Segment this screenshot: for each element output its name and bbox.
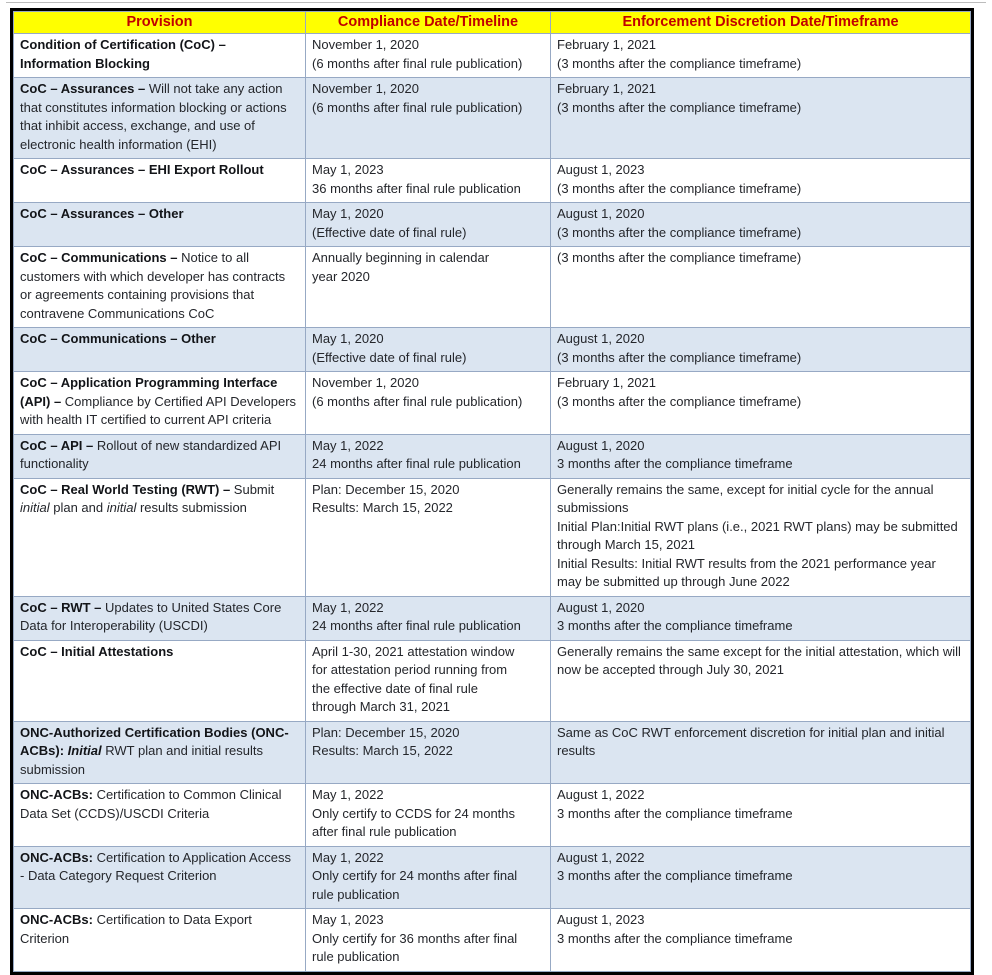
- provision-text-segment: Updates to United States Core Data for Interoperability (USCDI): [20, 599, 282, 633]
- compliance-cell: November 1, 2020 (6 months after final rule publication): [306, 78, 551, 159]
- provision-text-segment: CoC – Initial Attestations: [20, 643, 174, 659]
- enforcement-cell: February 1, 2021 (3 months after the compliance timeframe): [551, 372, 971, 435]
- table-row: [14, 640, 971, 721]
- provision-cell: [14, 596, 306, 640]
- provision-cell: [14, 721, 306, 784]
- provision-cell: [14, 846, 306, 909]
- table-row: [14, 203, 971, 247]
- table-frame: [10, 8, 974, 975]
- provision-text-segment: Certification to Data Export Criterion: [20, 912, 252, 946]
- provision-text-segment: CoC – Application Programming Interface (API) –: [20, 375, 278, 409]
- table-header: [14, 12, 971, 34]
- provision-text-segment: CoC – RWT –: [20, 599, 105, 615]
- table-row: [14, 159, 971, 203]
- provision-text-segment: Condition of Certification (CoC) – Information Blocking: [20, 37, 226, 71]
- table-row: [14, 372, 971, 435]
- provision-cell: [14, 909, 306, 972]
- table-row: [14, 78, 971, 159]
- compliance-cell: May 1, 2022 Only certify for 24 months after final rule publication: [306, 846, 551, 909]
- table-row: [14, 478, 971, 596]
- compliance-cell: November 1, 2020 (6 months after final rule publication): [306, 34, 551, 78]
- table-row: [14, 721, 971, 784]
- enforcement-cell: Generally remains the same, except for initial cycle for the annual submissions Initial Plan:Initial RWT plans (i.e., 2021 RWT plans) may be submitted through March 15, 2021 Initial Results: Initial RWT results from the 2021 performance year may be submitted up through June 2022: [551, 478, 971, 596]
- provision-text-segment: Certification to Application Access - Data Category Request Criterion: [20, 849, 291, 883]
- provision-cell: [14, 328, 306, 372]
- provision-text-segment: CoC – Communications – Other: [20, 331, 216, 346]
- compliance-cell: May 1, 2022 24 months after final rule publication: [306, 596, 551, 640]
- provision-text-segment: RWT plan and initial results submission: [20, 743, 263, 777]
- compliance-cell: April 1-30, 2021 attestation window for attestation period running from the effective date of final rule through March 31, 2021: [306, 640, 551, 721]
- compliance-cell: May 1, 2023 Only certify for 36 months after final rule publication: [306, 909, 551, 972]
- header-provision: Provision: [14, 12, 306, 34]
- table-row: [14, 596, 971, 640]
- provision-text-segment: Certification to Common Clinical Data Set (CCDS)/USCDI Criteria: [20, 787, 282, 821]
- provision-text-segment: Will not take any action that constitutes information blocking or actions that inhibit access, exchange, and use of electronic health information (EHI): [20, 81, 287, 152]
- compliance-cell: November 1, 2020 (6 months after final rule publication): [306, 372, 551, 435]
- provision-cell: [14, 434, 306, 478]
- provision-text-segment: CoC – API –: [20, 437, 97, 453]
- table-body: [14, 34, 971, 972]
- table-row: [14, 784, 971, 847]
- provision-cell: [14, 34, 306, 78]
- provision-text-segment: ONC-ACBs:: [20, 787, 97, 802]
- enforcement-cell: August 1, 2020 3 months after the compliance timeframe: [551, 434, 971, 478]
- enforcement-cell: August 1, 2023 (3 months after the compliance timeframe): [551, 159, 971, 203]
- enforcement-cell: August 1, 2020 3 months after the compliance timeframe: [551, 596, 971, 640]
- enforcement-cell: August 1, 2022 3 months after the compliance timeframe: [551, 846, 971, 909]
- enforcement-cell: August 1, 2020 (3 months after the compliance timeframe): [551, 203, 971, 247]
- provision-cell: [14, 478, 306, 596]
- provision-cell: [14, 372, 306, 435]
- table-row: [14, 909, 971, 972]
- enforcement-cell: February 1, 2021 (3 months after the compliance timeframe): [551, 78, 971, 159]
- header-row: [14, 12, 971, 34]
- provision-cell: [14, 78, 306, 159]
- header-compliance-date: Compliance Date/Timeline: [306, 12, 551, 34]
- enforcement-cell: August 1, 2023 3 months after the compliance timeframe: [551, 909, 971, 972]
- provision-text-segment: CoC – Communications –: [20, 250, 182, 265]
- enforcement-cell: Same as CoC RWT enforcement discretion for initial plan and initial results: [551, 721, 971, 784]
- provision-text-segment: Initial: [67, 743, 102, 758]
- provision-cell: [14, 159, 306, 203]
- provision-text-segment: CoC – Real World Testing (RWT) –: [20, 481, 234, 497]
- provision-text-segment: CoC – Assurances – EHI Export Rollout: [20, 162, 264, 177]
- compliance-cell: May 1, 2020 (Effective date of final rule): [306, 328, 551, 372]
- provision-text-segment: initial: [106, 500, 137, 515]
- enforcement-cell: August 1, 2022 3 months after the compliance timeframe: [551, 784, 971, 847]
- provision-text-segment: Compliance by Certified API Developers with health IT certified to current API criteria: [20, 393, 297, 427]
- provision-text-segment: plan and: [49, 500, 107, 515]
- table-row: [14, 846, 971, 909]
- provision-text-segment: ONC-ACBs:: [20, 849, 97, 865]
- table-row: [14, 328, 971, 372]
- provision-cell: [14, 784, 306, 847]
- compliance-cell: May 1, 2020 (Effective date of final rule): [306, 203, 551, 247]
- enforcement-cell: (3 months after the compliance timeframe): [551, 247, 971, 328]
- provision-cell: [14, 640, 306, 721]
- provision-cell: [14, 203, 306, 247]
- compliance-table: [13, 11, 971, 972]
- table-row: [14, 434, 971, 478]
- compliance-cell: May 1, 2022 24 months after final rule publication: [306, 434, 551, 478]
- enforcement-cell: August 1, 2020 (3 months after the compliance timeframe): [551, 328, 971, 372]
- compliance-cell: May 1, 2023 36 months after final rule publication: [306, 159, 551, 203]
- provision-cell: [14, 247, 306, 328]
- provision-text-segment: Notice to all customers with which developer has contracts or agreements containing provisions that contravene Communications CoC: [20, 250, 286, 321]
- provision-text-segment: Rollout of new standardized API functionality: [20, 437, 282, 471]
- provision-text-segment: ONC-Authorized Certification Bodies (ONC-ACBs):: [20, 724, 289, 758]
- compliance-cell: Plan: December 15, 2020 Results: March 15, 2022: [306, 478, 551, 596]
- provision-text-segment: Submit: [233, 481, 275, 497]
- provision-text-segment: CoC – Assurances –: [20, 81, 149, 96]
- enforcement-cell: Generally remains the same except for the initial attestation, which will now be accepted through July 30, 2021: [551, 640, 971, 721]
- table-row: [14, 247, 971, 328]
- provision-text-segment: initial: [20, 500, 50, 515]
- provision-text-segment: ONC-ACBs:: [20, 912, 97, 927]
- compliance-cell: Annually beginning in calendar year 2020: [306, 247, 551, 328]
- enforcement-cell: February 1, 2021 (3 months after the compliance timeframe): [551, 34, 971, 78]
- compliance-cell: May 1, 2022 Only certify to CCDS for 24 months after final rule publication: [306, 784, 551, 847]
- page-top-rule: [6, 2, 986, 3]
- table-row: [14, 34, 971, 78]
- provision-text-segment: CoC – Assurances – Other: [20, 206, 184, 221]
- header-enforcement-discretion: Enforcement Discretion Date/Timeframe: [551, 12, 971, 34]
- compliance-cell: Plan: December 15, 2020 Results: March 15, 2022: [306, 721, 551, 784]
- provision-text-segment: results submission: [136, 500, 247, 515]
